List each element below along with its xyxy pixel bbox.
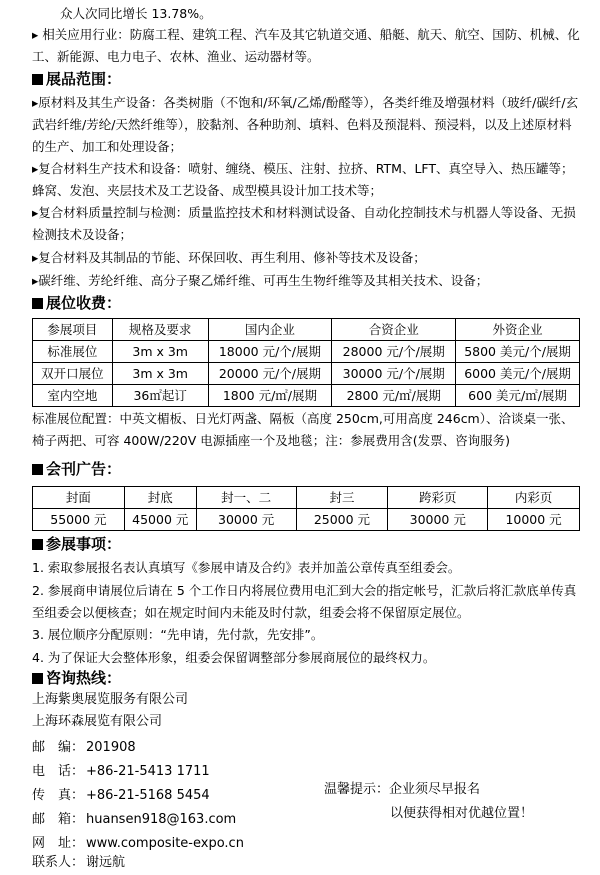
fees-cell: 30000 元/个/展期 [332, 363, 456, 385]
phone-row [32, 762, 210, 782]
fees-heading [32, 293, 121, 313]
ads-title: 会刊广告： [46, 460, 122, 478]
phone-label: 电 话： [32, 764, 85, 779]
email-label: 邮 箱： [32, 812, 85, 827]
scope-item: ▸复合材料质量控制与检测：质量监控技术和材料测试设备、自动化控制技术与机器人等设备、无损检测技术及设备； [32, 205, 576, 242]
scope-item: ▸复合材料及其制品的节能、环保回收、再生利用、修补等技术及设备； [32, 250, 426, 265]
website-row [32, 834, 244, 854]
notes-item: 3. 展位顺序分配原则：“先申请，先付款，先安排”。 [32, 627, 324, 642]
square-bullet-icon [32, 464, 43, 475]
person-value: 谢远航 [86, 855, 126, 870]
notes-item: 1. 索取参展报名表认真填写《参展申请及合约》表并加盖公章传真至组委会。 [32, 560, 461, 575]
postcode-row [32, 738, 136, 758]
table-row [33, 341, 580, 363]
fees-header-row [33, 319, 580, 341]
fax-row [32, 786, 210, 806]
email-value[interactable]: huansen918@163.com [86, 812, 237, 827]
notes-heading [32, 534, 121, 554]
fees-cell: 2800 元/㎡/展期 [332, 385, 456, 407]
ads-table [32, 486, 580, 531]
ads-header-cell: 封一、二 [196, 487, 296, 509]
ads-price-cell: 30000 元 [388, 509, 488, 531]
person-label: 联系人： [32, 855, 85, 870]
square-bullet-icon [32, 298, 43, 309]
fees-cell: 28000 元/个/展期 [332, 341, 456, 363]
notes-item: 4. 为了保证大会整体形象，组委会保留调整部分参展商展位的最终权力。 [32, 650, 436, 665]
industries-text: ▸ 相关应用行业：防腐工程、建筑工程、汽车及其它轨道交通、船艇、航天、航空、国防、机械、化工、新能源、电力电子、农林、渔业、运动器材等。 [32, 27, 580, 64]
fees-title: 展位收费： [46, 294, 122, 312]
ads-header-cell: 跨彩页 [388, 487, 488, 509]
ads-header-cell: 封底 [124, 487, 196, 509]
notes-item: 2. 参展商申请展位后请在 5 个工作日内将展位费用电汇到大会的指定帐号，汇款后将汇款底单传真至组委会以便核查；如在规定时间内未能及时付款，组委会将不保留原定展位。 [32, 583, 577, 620]
growth-line: 众人次同比增长 13.78%。 [60, 6, 212, 21]
square-bullet-icon [32, 673, 43, 684]
scope-heading [32, 69, 121, 89]
scope-title: 展品范围： [46, 70, 122, 88]
notes-title: 参展事项： [46, 535, 122, 553]
fees-header-cell: 国内企业 [208, 319, 332, 341]
square-bullet-icon [32, 74, 43, 85]
email-row [32, 810, 236, 830]
fees-cell: 室内空地 [33, 385, 113, 407]
fees-header-cell: 规格及要求 [112, 319, 208, 341]
company-name: 上海紫奥展览服务有限公司 [32, 692, 189, 707]
fees-table [32, 318, 580, 407]
ads-header-cell: 内彩页 [488, 487, 580, 509]
postcode-label: 邮 编： [32, 740, 85, 755]
tip-line: 温馨提示：企业须尽早报名 [324, 782, 481, 797]
scope-item: ▸原材料及其生产设备：各类树脂（不饱和/环氧/乙烯/酚醛等），各类纤维及增强材料（玻纤/碳纤/玄武岩纤维/芳纶/天然纤维等），胶黏剂、各种助剂、填料、色料及预混料、预浸料，以及上述原材料的生产、加工和处理设备； [32, 95, 579, 154]
booth-config-note: 标准展位配置：中英文楣板、日光灯两盏、隔板（高度 250cm,可用高度 246cm）、洽谈桌一张、椅子两把、可容 400W/220V 电源插座一个及地毯；注：参展费用含(发票、咨询服务) [32, 411, 574, 448]
fax-label: 传 真： [32, 788, 85, 803]
fees-cell: 36㎡起订 [112, 385, 208, 407]
ads-heading [32, 459, 121, 479]
website-value[interactable]: www.composite-expo.cn [86, 836, 244, 851]
fees-cell: 6000 美元/个/展期 [456, 363, 580, 385]
square-bullet-icon [32, 539, 43, 550]
ads-price-cell: 45000 元 [124, 509, 196, 531]
contact-title: 咨询热线： [46, 669, 122, 687]
website-label: 网 址： [32, 836, 85, 851]
fees-cell: 5800 美元/个/展期 [456, 341, 580, 363]
ads-header-cell: 封三 [296, 487, 388, 509]
fees-header-cell: 合资企业 [332, 319, 456, 341]
fees-cell: 1800 元/㎡/展期 [208, 385, 332, 407]
person-row [32, 853, 125, 873]
ads-header-row [33, 487, 580, 509]
fees-cell: 600 美元/㎡/展期 [456, 385, 580, 407]
company-name: 上海环森展览有限公司 [32, 714, 163, 729]
table-row [33, 509, 580, 531]
ads-price-cell: 10000 元 [488, 509, 580, 531]
fees-cell: 3m x 3m [112, 363, 208, 385]
tip-line: 以便获得相对优越位置！ [390, 806, 534, 821]
ads-price-cell: 25000 元 [296, 509, 388, 531]
fees-cell: 18000 元/个/展期 [208, 341, 332, 363]
fees-cell: 标准展位 [33, 341, 113, 363]
table-row [33, 385, 580, 407]
fees-cell: 3m x 3m [112, 341, 208, 363]
scope-item: ▸复合材料生产技术和设备：喷射、缠绕、模压、注射、拉挤、RTM、LFT、真空导入、热压罐等；蜂窝、发泡、夹层技术及工艺设备、成型模具设计加工技术等； [32, 161, 574, 198]
fees-header-cell: 外资企业 [456, 319, 580, 341]
ads-price-cell: 55000 元 [33, 509, 125, 531]
scope-item: ▸碳纤维、芳纶纤维、高分子聚乙烯纤维、可再生生物纤维等及其相关技术、设备； [32, 273, 489, 288]
fees-cell: 双开口展位 [33, 363, 113, 385]
fees-header-cell: 参展项目 [33, 319, 113, 341]
ads-header-cell: 封面 [33, 487, 125, 509]
fees-cell: 20000 元/个/展期 [208, 363, 332, 385]
table-row [33, 363, 580, 385]
phone-value: +86-21-5413 1711 [86, 764, 210, 779]
postcode-value: 201908 [86, 740, 136, 755]
ads-price-cell: 30000 元 [196, 509, 296, 531]
contact-heading [32, 668, 121, 688]
fax-value: +86-21-5168 5454 [86, 788, 210, 803]
